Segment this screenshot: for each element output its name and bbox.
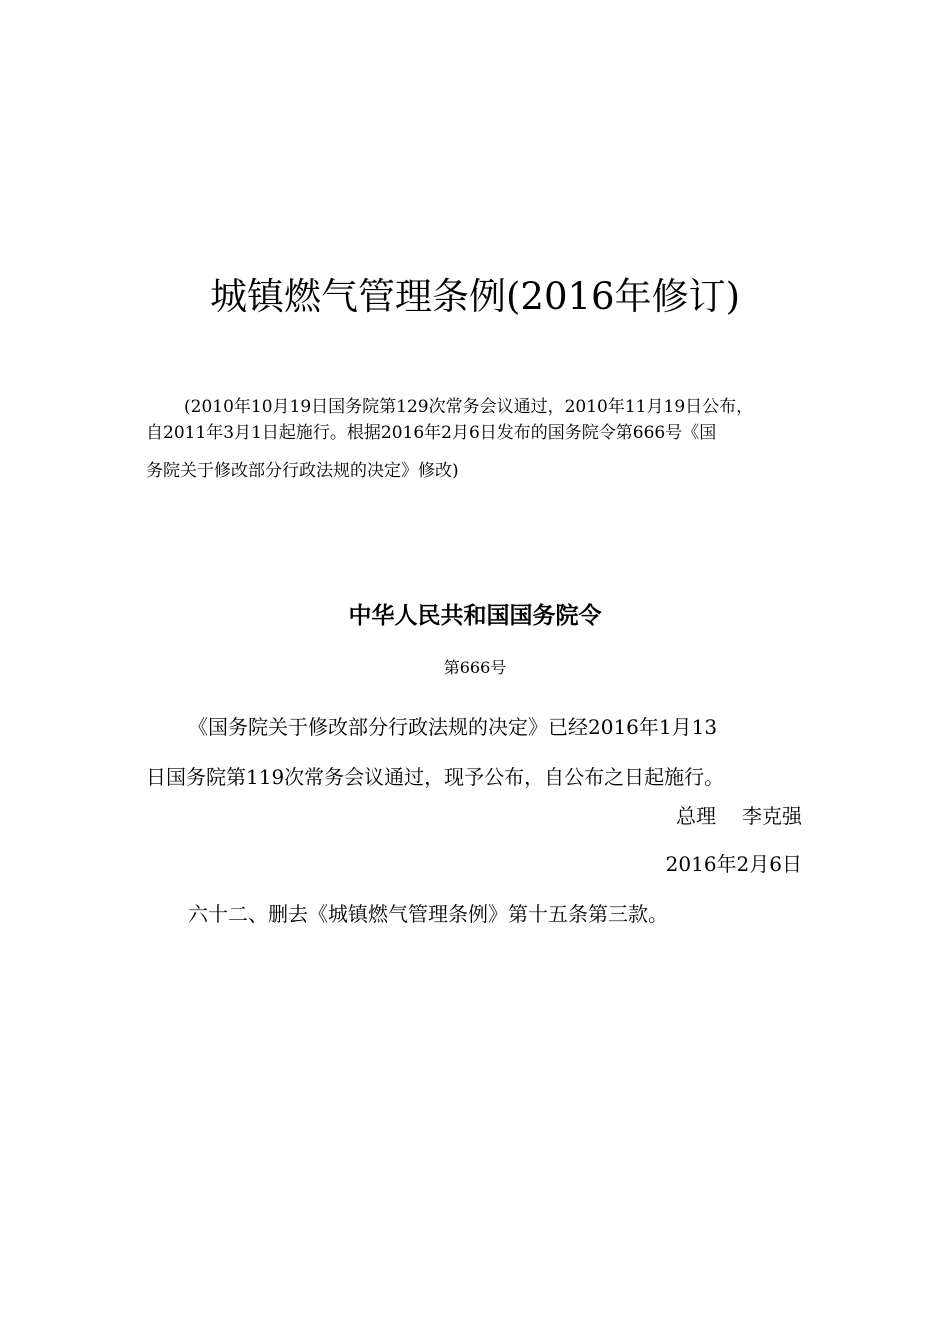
order-heading: 中华人民共和国国务院令 [348, 602, 602, 629]
amendment-clause: 六十二、删去《城镇燃气管理条例》第十五条第三款。 [188, 902, 668, 926]
order-body-line-1: 《国务院关于修改部分行政法规的决定》已经2016年1月13 [188, 715, 718, 739]
document-title: 城镇燃气管理条例(2016年修订) [209, 275, 741, 318]
signer-role: 总理 [676, 804, 716, 828]
order-date: 2016年2月6日 [665, 852, 802, 876]
revision-note-line-1: (2010年10月19日国务院第129次常务会议通过，2010年11月19日公布， [184, 397, 754, 417]
signature-line [676, 800, 802, 832]
revision-note-line-3: 务院关于修改部分行政法规的决定》修改) [146, 461, 459, 481]
revision-note [146, 394, 808, 484]
signer-name: 李克强 [742, 804, 802, 828]
order-body-line-2: 日国务院第119次常务会议通过，现予公布，自公布之日起施行。 [146, 765, 725, 789]
order-body [146, 702, 808, 802]
revision-note-line-2: 自2011年3月1日起施行。根据2016年2月6日发布的国务院令第666号《国 [146, 423, 717, 443]
order-number: 第666号 [443, 658, 507, 677]
